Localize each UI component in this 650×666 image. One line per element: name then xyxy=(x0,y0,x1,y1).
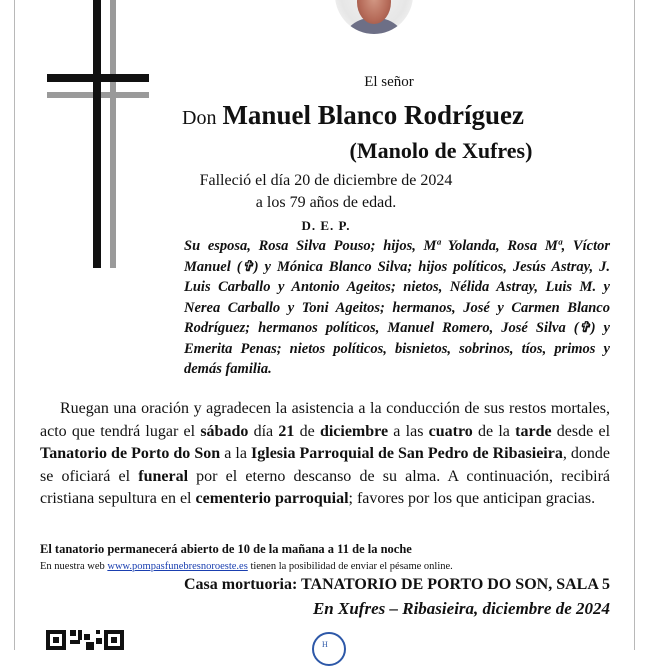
day-of-week: sábado xyxy=(200,422,249,440)
dep: D. E. P. xyxy=(301,218,351,233)
header-title: El señor xyxy=(364,74,414,90)
deceased-name xyxy=(182,100,524,131)
day: 21 xyxy=(278,422,295,440)
hour: cuatro xyxy=(428,422,473,440)
portrait-photo xyxy=(335,0,413,34)
web-note: En nuestra web www.pompasfunebresnoroeste.es tienen la posibilidad de enviar el pésame online. xyxy=(40,561,453,572)
funeral: funeral xyxy=(138,467,189,485)
tarde: tarde xyxy=(515,422,552,440)
tanatorio-name: Tanatorio de Porto do Son xyxy=(40,445,221,462)
church-name: Iglesia Parroquial de San Pedro de Ribasieira xyxy=(251,445,563,462)
website-link[interactable]: www.pompasfunebresnoroeste.es xyxy=(107,561,248,572)
month: diciembre xyxy=(319,422,389,440)
family-text: Su esposa, Rosa Silva Pouso; hijos, Mª Yolanda, Rosa Mª, Víctor Manuel (✞) y Mónica Blanco Silva; hijos políticos, Jesús Astray, J. Luis Carballo y Antonio Ageitos; nietos, Nélida Astray, Luis M. y Nerea Carballo y Toni Ageitos; hermanos, José y Carmen Blanco Rodríguez; hermanos políticos, Manuel Romero, José Silva (✞) y Emerita Penas; nietos políticos, bisnietos, sobrinos, tíos, primos y demás familia. xyxy=(184,238,614,377)
signature-line: En Xufres – Ribasieira, diciembre de 2024 xyxy=(312,599,610,618)
age: a los 79 años de edad. xyxy=(255,194,397,211)
honorific: Don xyxy=(182,107,217,129)
casa-mortuoria: Casa mortuoria: TANATORIO DE PORTO DO SON, SALA 5 xyxy=(184,576,610,593)
cross-vertical xyxy=(93,0,101,268)
qr-code-icon[interactable] xyxy=(46,628,138,650)
cemetery: cementerio parroquial xyxy=(195,490,349,507)
seal-text: H xyxy=(322,640,328,649)
tanatorio-hours: El tanatorio permanecerá abierto de 10 de la mañana a 11 de la noche xyxy=(40,542,412,556)
full-name: Manuel Blanco Rodríguez xyxy=(222,100,524,130)
family-list xyxy=(184,236,614,380)
death-date: Falleció el día 20 de diciembre de 2024 xyxy=(199,172,453,189)
announcement: Ruegan una oración y agradecen la asistencia a la conducción de sus restos mortales, acto que tendrá lugar el sábado día 21 de diciembre a las cuatro de la tarde desde el Tanatorio de Porto do Son a la Iglesia Parroquial de San Pedro de Ribasieira, donde se oficiará el funeral por el eterno descanso de su alma. A continuación, recibirá cristiana sepultura en el cementerio parroquial; favores por los que anticipan gracias. xyxy=(40,400,611,507)
seal-logo xyxy=(312,632,346,666)
nickname: (Manolo de Xufres) xyxy=(349,138,533,163)
